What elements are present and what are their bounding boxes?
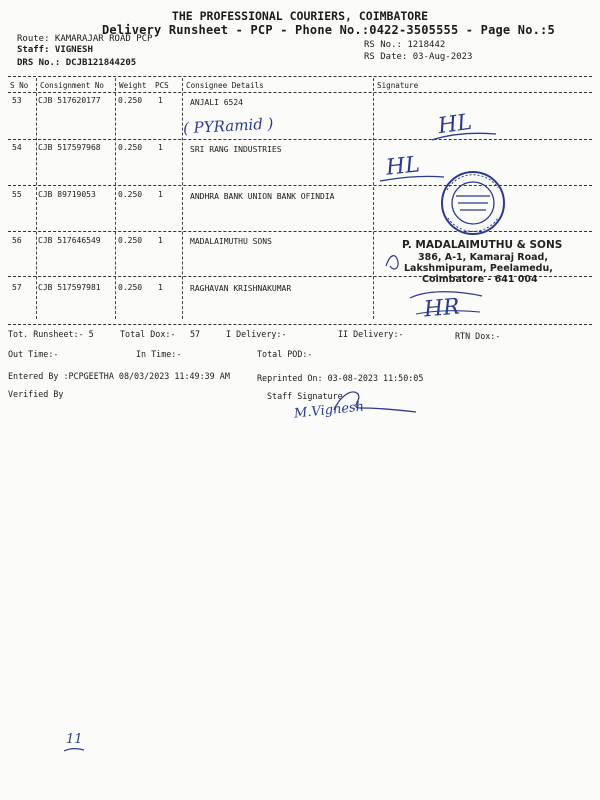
i-delivery: I Delivery:- [226,329,287,339]
row-weight: 0.250 [118,283,143,292]
row-rule [8,139,592,140]
company-name: THE PROFESSIONAL COURIERS, COIMBATORE [171,9,429,23]
row-consignee: ANDHRA BANK UNION BANK OFINDIA [190,192,335,201]
row-sno: 56 [12,236,22,245]
company-stamp [384,236,574,286]
row-pcs: 1 [158,190,163,199]
row-consignment: CJB 517646549 [38,236,101,245]
total-dox-label: Total Dox:- [120,329,176,339]
col-divider [36,78,37,319]
staff-signature: M.Vignesh [293,399,365,422]
table-header-rule [8,92,592,93]
handwritten-note: ( PYRamid ) [182,114,274,138]
entered-by: Entered By :PCPGEETHA 08/03/2023 11:49:39 AM [8,371,230,381]
row-sno: 57 [12,283,22,292]
col-header-consignment: Consignment No [40,81,105,90]
stamp-line-1: P. MADALAIMUTHU & SONS [402,239,563,251]
reprinted-on: Reprinted On: 03-08-2023 11:50:05 [257,373,424,383]
row-pcs: 1 [158,236,163,245]
total-runsheet: Tot. Runsheet:- 5 [8,329,94,339]
staff-signature-label: Staff Signature [267,391,343,401]
col-divider [373,78,374,319]
staff-signature-flourish [330,386,420,416]
row-sno: 53 [12,96,22,105]
staff-label: Staff: VIGNESH [17,45,93,55]
runsheet-subtitle: Delivery Runsheet - PCP - Phone No.:0422-3505555 - Page No.:5 [102,23,555,37]
row-sno: 54 [12,143,22,152]
table-top-rule [8,76,592,77]
signature-row-57: HR [422,294,461,323]
page-mark: 11 [66,732,83,747]
row-pcs: 1 [158,96,163,105]
row-weight: 0.250 [118,143,143,152]
row-consignee: RAGHAVAN KRISHNAKUMAR [190,284,292,293]
drs-number: DRS No.: DCJB121844205 [17,58,137,68]
row-consignee: MADALAIMUTHU SONS [190,237,272,246]
table-bottom-rule [8,324,592,325]
row-consignment: CJB 517620177 [38,96,101,105]
ii-delivery: II Delivery:- [338,329,404,339]
row-pcs: 1 [158,143,163,152]
col-header-weight: Weight [119,81,147,90]
stamp-line-4: Coimbatore - 641 004 [422,274,538,285]
out-time: Out Time:- [8,349,59,359]
row-consignee: ANJALI 6524 [190,98,243,107]
col-header-signature: Signature [377,81,419,90]
row-consignee: SRI RANG INDUSTRIES [190,145,282,154]
rs-date: RS Date: 03-Aug-2023 [364,52,473,62]
row-weight: 0.250 [118,190,143,199]
col-header-consignee: Consignee Details [186,81,264,90]
col-header-pcs: PCS [155,81,169,90]
rs-number: RS No.: 1218442 [364,40,446,50]
col-divider [115,78,116,319]
signature-underline [430,130,500,144]
total-pod: Total POD:- [257,349,313,359]
col-divider [182,78,183,319]
stamp-line-2: 386, A-1, Kamaraj Road, [418,252,548,263]
signature-scribble [406,288,486,318]
stamp-line-3: Lakshmipuram, Peelamedu, [404,263,553,274]
bank-round-stamp [438,168,508,238]
signature-row-54: HL [384,152,422,181]
signature-row-53: HL [436,109,474,140]
row-sno: 55 [12,190,22,199]
col-header-sno: S No [10,81,29,90]
rtn-dox: RTN Dox:- [455,331,501,341]
row-consignment: CJB 517597981 [38,283,101,292]
row-consignment: CJB 517597968 [38,143,101,152]
verified-by: Verified By [8,389,64,399]
row-consignment: CJB 89719053 [38,190,96,199]
row-weight: 0.250 [118,236,143,245]
total-dox-value: 57 [190,329,201,339]
in-time: In Time:- [136,349,182,359]
page-mark-underline [62,746,86,754]
row-weight: 0.250 [118,96,143,105]
route-label: Route: KAMARAJAR ROAD PCP [17,34,153,44]
row-pcs: 1 [158,283,163,292]
